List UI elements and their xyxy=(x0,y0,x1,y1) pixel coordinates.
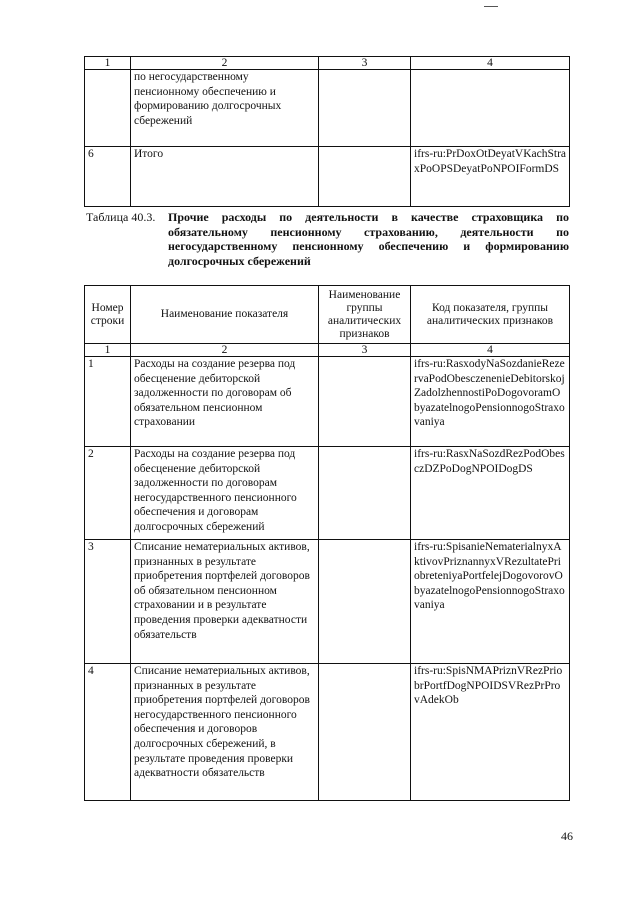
row-group xyxy=(319,447,411,540)
row-group xyxy=(319,540,411,664)
row-code: ifrs-ru:PrDoxOtDeyatVKachStraxPoOPSDeyatPoNPOIFormDS xyxy=(411,147,570,207)
table-caption-title: Прочие расходы по деятельности в качестве страховщика по обязательному пенсионному страхованию, деятельности по негосударственному пенсионному обеспечению и формированию долгосрочных сбережений xyxy=(168,210,569,268)
table-caption-number: Таблица 40.3. xyxy=(86,210,156,224)
row-name: по негосударственному пенсионному обеспечению и формированию долгосрочных сбережений xyxy=(131,70,319,147)
column-number: 1 xyxy=(85,57,131,70)
row-number xyxy=(85,70,131,147)
row-name: Расходы на создание резерва под обесценение дебиторской задолженности по договорам негосударственного пенсионного обеспечения и договорам долгосрочных сбережений xyxy=(131,447,319,540)
top-mark xyxy=(484,6,498,7)
table-row xyxy=(85,540,570,664)
row-name: Расходы на создание резерва под обесценение дебиторской задолженности по договорам об обязательном пенсионном страховании xyxy=(131,357,319,447)
table-row xyxy=(85,357,570,447)
column-number: 4 xyxy=(411,344,570,357)
row-number: 3 xyxy=(85,540,131,664)
header-row xyxy=(85,286,570,344)
row-code: ifrs-ru:RasxodyNaSozdanieRezervaPodObesczenenieDebitorskojZadolzhennostiPoDogovoramObyazatelnogoPensionnogoStraxovaniya xyxy=(411,357,570,447)
column-number: 1 xyxy=(85,344,131,357)
column-number: 2 xyxy=(131,57,319,70)
row-group xyxy=(319,147,411,207)
row-group xyxy=(319,70,411,147)
row-code: ifrs-ru:SpisNMAPriznVRezPriobrPortfDogNPOIDSVRezPrProvAdekOb xyxy=(411,664,570,801)
row-code xyxy=(411,70,570,147)
row-group xyxy=(319,357,411,447)
page-number: 46 xyxy=(561,829,573,843)
row-number: 4 xyxy=(85,664,131,801)
table-row xyxy=(85,664,570,801)
table-row xyxy=(85,70,570,147)
row-code: ifrs-ru:SpisanieNematerialnyxAktivovPriznannyxVRezultatePriobreteniyaPortfelejDogovorovObyazatelnogoPensionnogoStraxovaniya xyxy=(411,540,570,664)
table-main xyxy=(84,285,570,801)
header-code: Код показателя, группы аналитических признаков xyxy=(411,286,570,344)
row-number: 1 xyxy=(85,357,131,447)
row-number: 6 xyxy=(85,147,131,207)
row-number: 2 xyxy=(85,447,131,540)
column-number-row xyxy=(85,344,570,357)
row-name: Списание нематериальных активов, признанных в результате приобретения портфелей договоров об обязательном пенсионном страховании и в результате проведения проверки адекватности обязательств xyxy=(131,540,319,664)
header-row-number: Номер строки xyxy=(85,286,131,344)
table-caption xyxy=(86,210,569,268)
column-number: 4 xyxy=(411,57,570,70)
row-code: ifrs-ru:RasxNaSozdRezPodObesczDZPoDogNPOIDogDS xyxy=(411,447,570,540)
row-group xyxy=(319,664,411,801)
table-row xyxy=(85,147,570,207)
table-continuation xyxy=(84,56,570,207)
column-number-row xyxy=(85,57,570,70)
column-number: 3 xyxy=(319,57,411,70)
column-number: 2 xyxy=(131,344,319,357)
column-number: 3 xyxy=(319,344,411,357)
header-indicator-name: Наименование показателя xyxy=(131,286,319,344)
row-name: Итого xyxy=(131,147,319,207)
table-row xyxy=(85,447,570,540)
row-name: Списание нематериальных активов, признанных в результате приобретения портфелей договоров негосударственного пенсионного обеспечения и договоров долгосрочных сбережений, в результате проведения проверки адекватности обязательств xyxy=(131,664,319,801)
header-group-name: Наименование группы аналитических признаков xyxy=(319,286,411,344)
